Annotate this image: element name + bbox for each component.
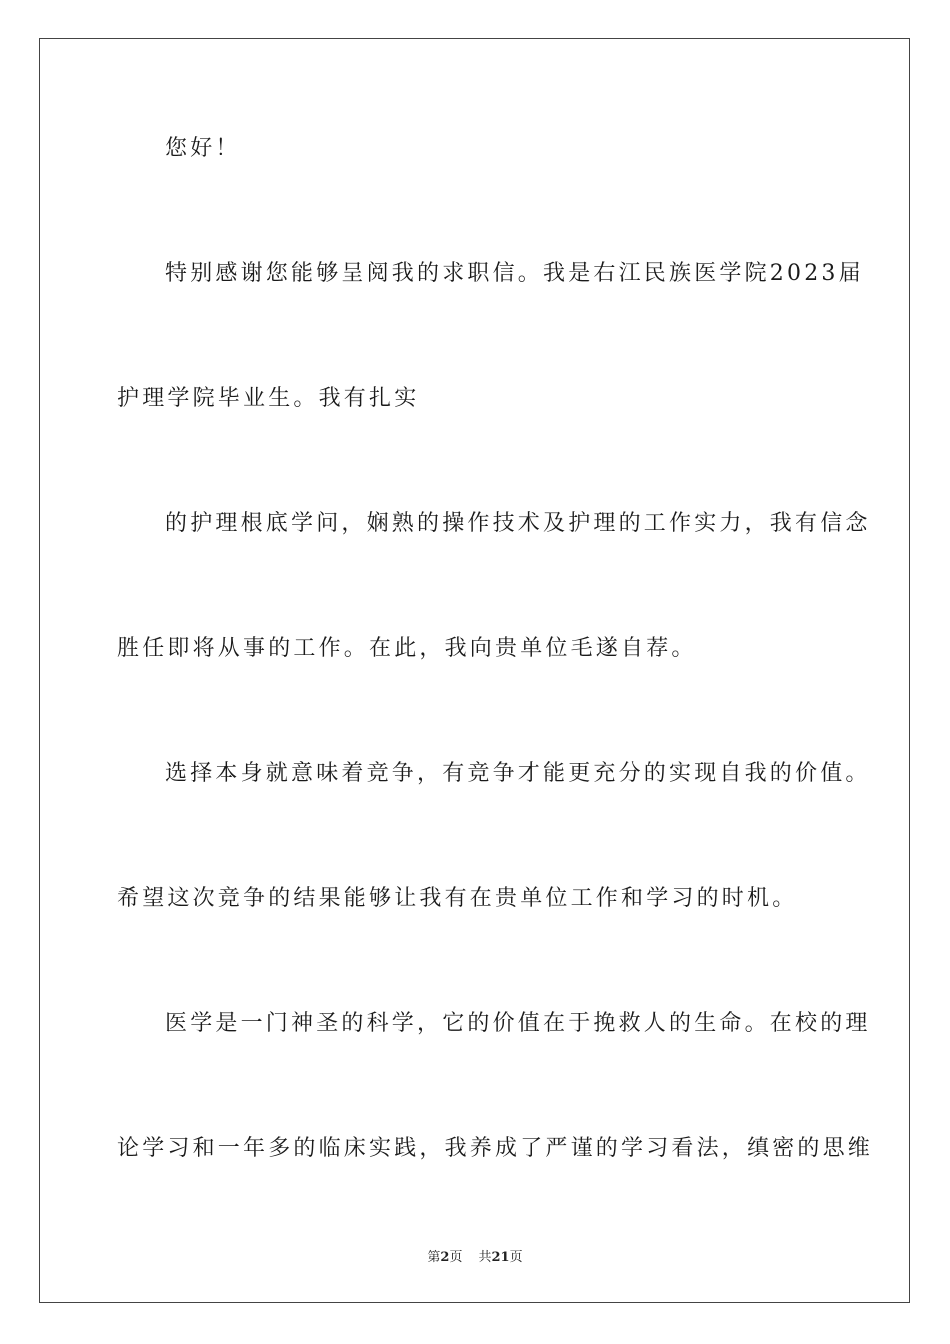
total-pages: 21: [491, 1250, 510, 1265]
page-footer: [0, 1246, 950, 1265]
greeting-line: 您好！: [165, 136, 241, 161]
body-line-2: 护理学院毕业生。我有扎实: [117, 386, 420, 411]
body-line-1: 特别感谢您能够呈阅我的求职信。我是右江民族医学院2023届: [165, 261, 864, 286]
body-line-7: 医学是一门神圣的科学，它的价值在于挽救人的生命。在校的理: [165, 1011, 871, 1036]
total-prefix: 共: [478, 1250, 492, 1265]
body-line-8: 论学习和一年多的临床实践，我养成了严谨的学习看法，缜密的思维: [117, 1136, 874, 1161]
body-line-3: 的护理根底学问，娴熟的操作技术及护理的工作实力，我有信念: [165, 511, 871, 536]
page-border: [39, 38, 910, 1303]
body-line-5: 选择本身就意味着竞争，有竞争才能更充分的实现自我的价值。: [165, 761, 871, 786]
page-suffix: 页: [449, 1250, 463, 1265]
body-line-4: 胜任即将从事的工作。在此，我向贵单位毛遂自荐。: [117, 636, 697, 661]
body-line-6: 希望这次竞争的结果能够让我有在贵单位工作和学习的时机。: [117, 886, 798, 911]
total-suffix: 页: [509, 1250, 523, 1265]
page-number: 2: [440, 1250, 450, 1265]
page-prefix: 第: [427, 1250, 441, 1265]
